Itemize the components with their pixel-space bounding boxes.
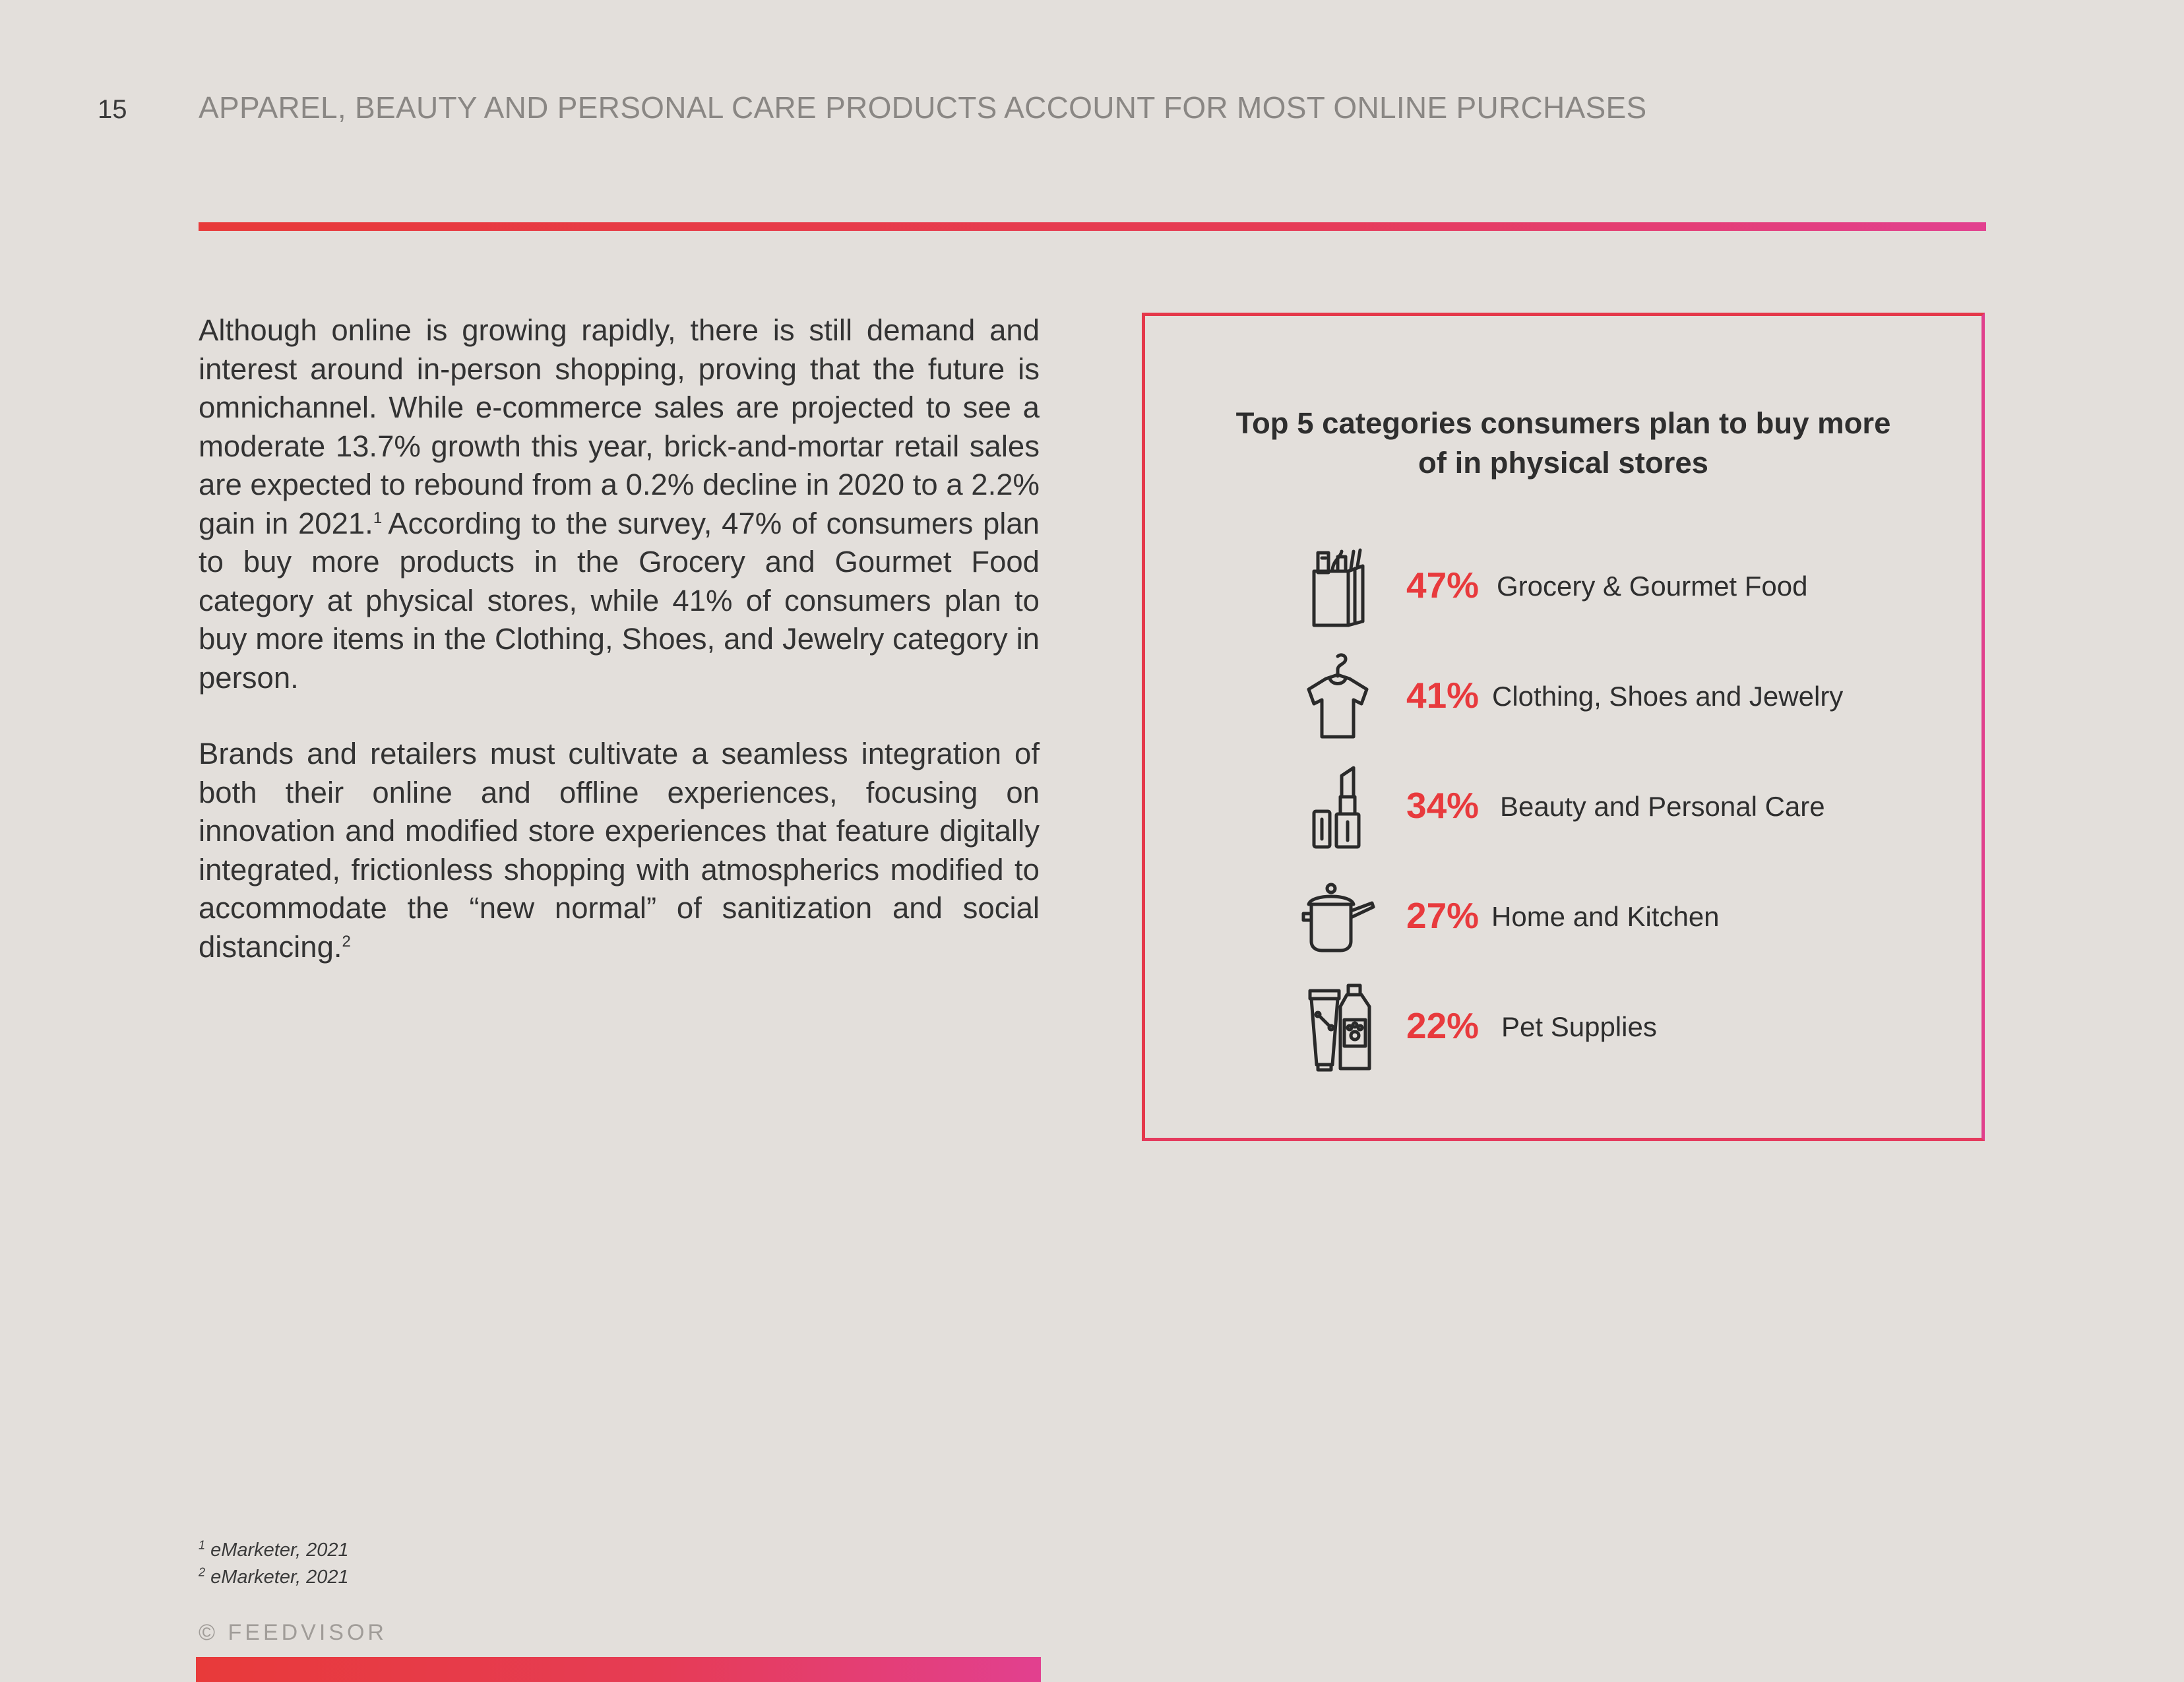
pet-supplies-percent: 22% bbox=[1406, 1005, 1480, 1046]
clothing-percent: 41% bbox=[1406, 675, 1480, 716]
footnote-2 bbox=[199, 1564, 349, 1591]
page-title: APPAREL, BEAUTY AND PERSONAL CARE PRODUCTS ACCOUNT FOR MOST ONLINE PURCHASES bbox=[199, 90, 1647, 125]
footnote-1-text: eMarketer, 2021 bbox=[210, 1540, 349, 1561]
lipstick-icon bbox=[1298, 763, 1377, 855]
category-row-grocery bbox=[1145, 542, 1981, 635]
footnotes bbox=[199, 1537, 349, 1591]
beauty-label: Beauty and Personal Care bbox=[1500, 791, 1825, 822]
card-title-line-1: Top 5 categories consumers plan to buy more bbox=[1235, 406, 1891, 440]
cooking-pot-icon bbox=[1298, 873, 1377, 965]
pet-supplies-label: Pet Supplies bbox=[1501, 1011, 1657, 1042]
footnote-2-text: eMarketer, 2021 bbox=[210, 1567, 349, 1588]
category-row-pet-supplies bbox=[1145, 983, 1981, 1075]
grocery-percent: 47% bbox=[1406, 565, 1480, 606]
tshirt-hanger-icon bbox=[1298, 652, 1377, 745]
category-row-beauty bbox=[1145, 763, 1981, 855]
footnote-1 bbox=[199, 1537, 349, 1564]
footnote-1-number: 1 bbox=[199, 1538, 206, 1552]
footer-accent-bar bbox=[196, 1657, 1041, 1682]
home-kitchen-percent: 27% bbox=[1406, 895, 1480, 936]
grocery-bag-icon bbox=[1298, 542, 1377, 635]
body-paragraph-1 bbox=[199, 311, 1040, 697]
clothing-label: Clothing, Shoes and Jewelry bbox=[1492, 681, 1844, 712]
top-categories-card bbox=[1142, 313, 1985, 1141]
body-paragraph-2 bbox=[199, 735, 1040, 966]
category-row-home-kitchen bbox=[1145, 873, 1981, 965]
header-divider bbox=[199, 222, 1986, 231]
paragraph-2-main: Brands and retailers must cultivate a seamless integration of both their online and offline experiences, focusing on innovation and modified store experiences that feature digitally integrated, frictionless shopping with atmospherics modified to accommodate the “new normal” of sanitization and social distancing. bbox=[199, 737, 1040, 964]
page-number: 15 bbox=[98, 95, 127, 124]
home-kitchen-label: Home and Kitchen bbox=[1491, 901, 1720, 932]
footnote-ref-1: 1 bbox=[373, 509, 383, 527]
footnote-2-number: 2 bbox=[199, 1565, 206, 1579]
card-title-line-2: of in physical stores bbox=[1418, 446, 1708, 480]
paragraph-1-tail: According to the survey, 47% of consumers plan to buy more products in the Grocery and Gourmet Food category at physical stores, while 41% of consumers plan to buy more items in the Clothing, Shoes, and Jewelry category in person. bbox=[199, 506, 1040, 695]
pet-supplies-icon bbox=[1298, 983, 1377, 1075]
grocery-label: Grocery & Gourmet Food bbox=[1497, 571, 1808, 602]
copyright: © FEEDVISOR bbox=[199, 1620, 387, 1645]
body-text bbox=[199, 311, 1040, 1004]
footnote-ref-2: 2 bbox=[342, 932, 351, 950]
category-row-clothing bbox=[1145, 652, 1981, 745]
card-title bbox=[1145, 404, 1981, 483]
paragraph-1-main: Although online is growing rapidly, there is still demand and interest around in-person shopping, proving that the future is omnichannel. While e-commerce sales are projected to see a moderate 13.7% growth this year, brick-and-mortar retail sales are expected to rebound from a 0.2% decline in 2020 to a 2.2% gain in 2021. bbox=[199, 313, 1040, 540]
beauty-percent: 34% bbox=[1406, 785, 1480, 826]
